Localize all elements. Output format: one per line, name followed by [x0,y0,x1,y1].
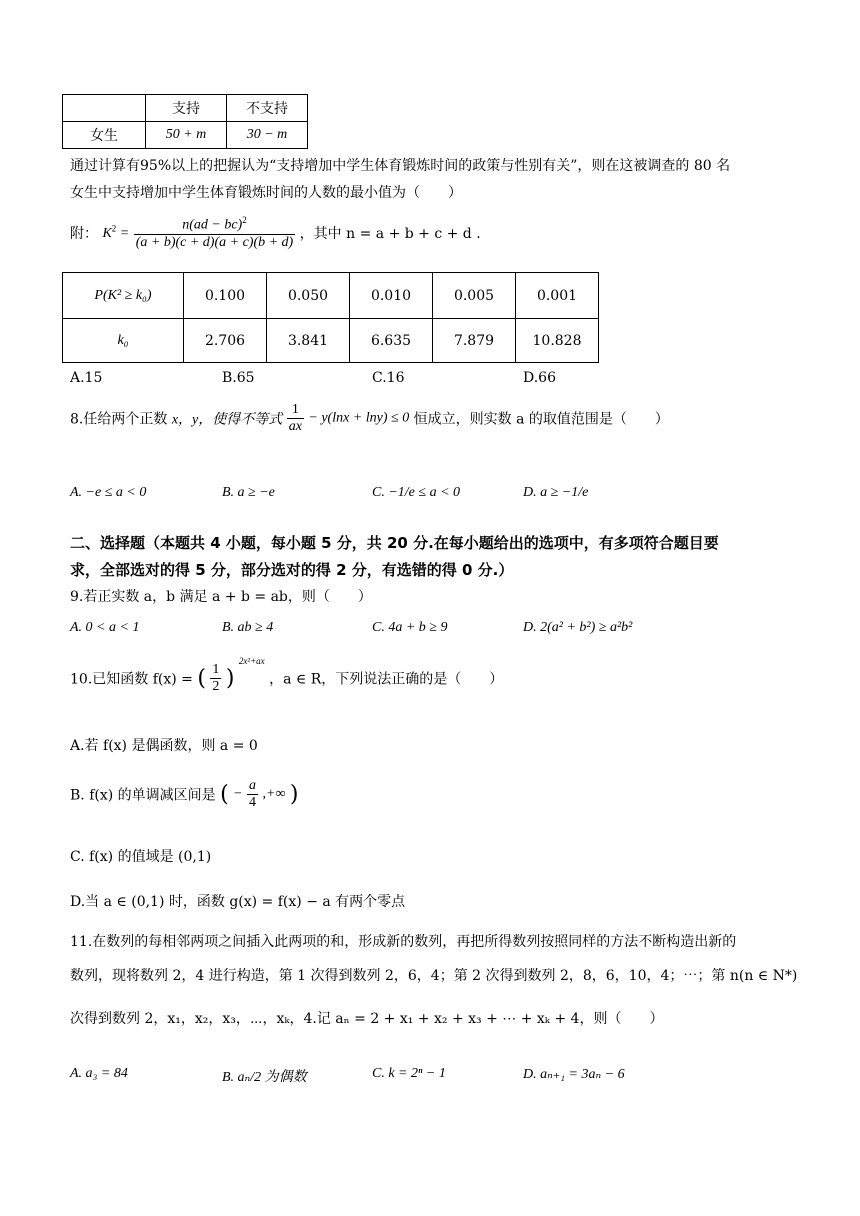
q10-paren-open: ( [197,666,206,691]
q9-stem: 9.若正实数 a，b 满足 a + b = ab，则（ ） [70,589,372,605]
q7-option-d: D.66 [523,370,556,386]
q10-prefix: 10.已知函数 f(x) = [70,671,193,688]
table-cell: 30 − m [227,122,308,149]
k-square-formula [70,215,481,265]
q8-fraction [287,402,304,435]
q11-option-c: C. k = 2ⁿ − 1 [372,1066,446,1081]
q7-option-b: B.65 [222,370,255,386]
q8-option-d: D. a ≥ −1/e [523,485,589,500]
q9-option-a: A. 0 < a < 1 [70,620,140,635]
q11-stem-line2: 数列，现将数列 2，4 进行构造，第 1 次得到数列 2，6，4；第 2 次得到数列 2，8，6，10，4；⋯；第 n(n ∈ N*) [70,968,798,984]
q11-stem-line1: 11.在数列的每相邻两项之间插入此两项的和，形成新的数列，再把所得数列按照同样的方法不断构造出新的 [70,934,737,950]
q8-stem [70,402,669,448]
q10-option-b-den: 4 [249,795,257,810]
table-cell: k₀ [63,319,184,363]
table-cell: 6.635 [350,319,433,363]
q10-exponent: 2x²+ax [238,656,265,666]
q10-option-c: C. f(x) 的值域是 (0,1) [70,849,212,865]
q11-option-d: D. aₙ₊₁ = 3aₙ − 6 [523,1067,625,1082]
q11-option-a: A. a₃ = 84 [70,1066,128,1081]
table-cell: 2.706 [184,319,267,363]
table-cell [63,95,146,122]
formula-fraction [134,215,296,251]
formula-lhs: $K^2$ = [102,223,130,242]
q7-text-line1: 通过计算有95%以上的把握认为“支持增加中学生体育锻炼时间的政策与性别有关”，则在这被调查的 80 名 [70,158,731,174]
formula-denominator: (a + b)(c + d)(a + c)(b + d) [135,234,294,250]
q8-suffix: 恒成立，则实数 a 的取值范围是（ ） [413,411,669,428]
q11-option-b: B. aₙ/2 为偶数 [222,1070,307,1085]
q10-option-d: D.当 a ∈ (0,1) 时，函数 g(x) = f(x) − a 有两个零点 [70,894,406,910]
formula-where: ，其中 n = a + b + c + d . [299,225,481,242]
formula-prefix: 附： [70,225,98,242]
survey-table [62,94,308,149]
q10-option-b-num: a [249,778,257,793]
q10-stem [70,656,504,714]
q7-option-a: A.15 [70,370,103,386]
q8-prefix: 8.任给两个正数 [70,411,168,428]
table-cell: 10.828 [516,319,599,363]
critical-value-table [62,272,599,363]
table-cell: 50 + m [146,122,227,149]
table-cell: 0.005 [433,273,516,319]
table-row [63,95,308,122]
q9-option-d: D. 2(a² + b²) ≥ a²b² [523,620,633,635]
table-cell: 不支持 [227,95,308,122]
q8-expr: − y(lnx + lny) ≤ 0 [308,410,410,426]
table-row [63,319,599,363]
q10-option-b-minus: − [233,786,243,802]
q10-option-b-tail: ,+∞ [262,786,286,802]
table-row [63,122,308,149]
q10-base-num: 1 [212,662,220,677]
q8-fraction-den: ax [288,419,302,434]
q9-option-c: C. 4a + b ≥ 9 [372,620,448,635]
table-cell: P(K² ≥ k₀) [63,273,184,319]
q10-paren-close: ) [225,666,235,691]
q10-option-b-text: B. f(x) 的单调减区间是 [70,787,216,804]
table-row [63,273,599,319]
table-cell: 支持 [146,95,227,122]
table-cell: 0.100 [184,273,267,319]
q10-base-fraction [210,662,221,695]
section-2-heading-line2: 求，全部选对的得 5 分，部分选对的得 2 分，有选错的得 0 分.） [70,561,514,579]
q10-option-b [70,778,298,824]
q10-base-den: 2 [212,679,220,694]
q9-option-b: B. ab ≥ 4 [222,620,274,635]
q8-option-b: B. a ≥ −e [222,485,275,500]
table-cell: 0.001 [516,273,599,319]
q8-option-c: C. −1/e ≤ a < 0 [372,485,461,500]
table-cell: 7.879 [433,319,516,363]
table-cell: 女生 [63,122,146,149]
q8-option-a: A. −e ≤ a < 0 [70,485,147,500]
q10-option-b-fraction [247,778,258,811]
q7-text-line2: 女生中支持增加中学生体育锻炼时间的人数的最小值为（ ） [70,185,462,201]
table-cell: 3.841 [267,319,350,363]
q10-option-a: A.若 f(x) 是偶函数，则 a = 0 [70,738,258,754]
q10-suffix: ，a ∈ R，下列说法正确的是（ ） [269,671,504,688]
q11-stem-line3: 次得到数列 2，x₁，x₂，x₃，⋯，xₖ，4.记 aₙ = 2 + x₁ + x₂ + x₃ + ⋯ + xₖ + 4，则（ ） [70,1011,664,1027]
formula-numerator: n(ad − bc)$^2$ [134,215,296,235]
table-cell: 0.050 [267,273,350,319]
q8-fraction-num: 1 [287,402,304,419]
table-cell: 0.010 [350,273,433,319]
q10-option-b-paren-open: ( [220,782,229,807]
q10-option-b-paren-close: ) [289,782,299,807]
q7-option-c: C.16 [372,370,405,386]
q8-vars: x，y，使得不等式 [171,412,283,428]
section-2-heading-line1: 二、选择题（本题共 4 小题，每小题 5 分，共 20 分.在每小题给出的选项中，有多项符合题目要 [70,534,719,552]
